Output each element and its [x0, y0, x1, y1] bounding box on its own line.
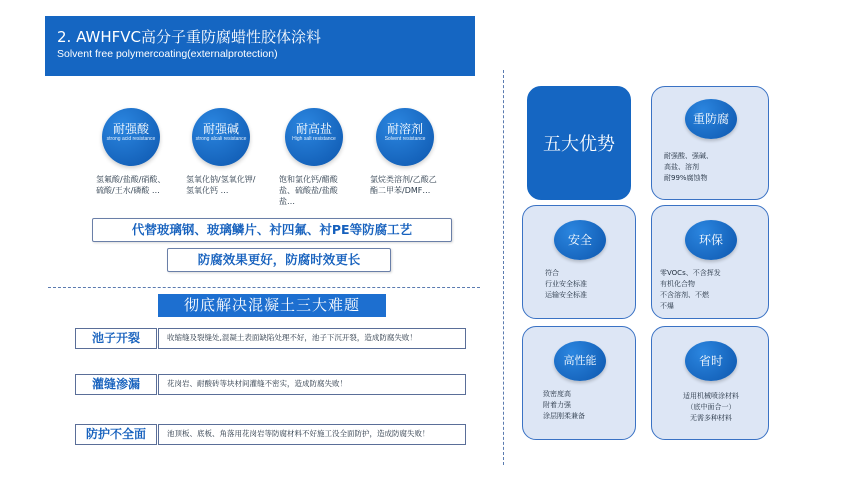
resistance-salt-desc: 饱和氯化钙/醋酸盐、硫酸盐/盐酸盐…	[279, 175, 338, 206]
advantage-text-timesaving: 适用机械喷涂材料 （底中面合一） 无需多种材料	[683, 392, 739, 422]
advantage-card-anticorrosion	[651, 86, 769, 200]
advantage-text-anticorrosion: 耐强酸、强碱、 高盐、溶剂 耐99%腐蚀物	[664, 152, 713, 182]
resistance-alkali-desc: 氢氧化钠/氢氧化钾/氢氧化钙 …	[186, 175, 256, 195]
advantage-card-timesaving	[651, 326, 769, 440]
advantages-title: 五大优势	[543, 134, 615, 155]
resistance-acid-desc: 氢氟酸/盐酸/硝酸、硫酸/王水/磷酸 …	[96, 175, 166, 195]
resistance-salt-badge: 耐高盐 High salt resistance	[285, 108, 343, 166]
advantage-badge-eco: 环保	[685, 220, 737, 260]
advantage-text-performance: 致密度高 附着力强 涂层刚柔兼备	[543, 390, 585, 420]
advantage-text-safety: 符合 行业安全标准 运输安全标准	[545, 269, 587, 299]
resistance-alkali	[186, 108, 256, 196]
resistance-solvent-badge: 耐溶剂 Solvent resistance	[376, 108, 434, 166]
problem-desc-coverage: 池顶板、底板、角落用花岗岩等防腐材料不好施工没全面防护，造成防腐失败！	[158, 424, 466, 445]
section-header	[45, 16, 475, 76]
resistance-acid	[96, 108, 166, 196]
problem-label-leakage: 灌缝渗漏	[75, 374, 157, 395]
advantages-title-card	[527, 86, 631, 200]
problems-title: 彻底解决混凝土三大难题	[158, 294, 386, 317]
advantage-badge-timesaving: 省时	[685, 341, 737, 381]
replace-banner: 代替玻璃钢、玻璃鳞片、衬四氟、衬PE等防腐工艺	[92, 218, 452, 242]
resistance-salt	[279, 108, 349, 207]
advantage-card-safety	[522, 205, 636, 319]
vertical-divider	[503, 70, 504, 465]
problem-desc-leakage: 花岗岩、耐酸砖等块材间灌缝不密实，造成防腐失败！	[158, 374, 466, 395]
resistance-acid-badge: 耐强酸 strong acid resistance	[102, 108, 160, 166]
advantage-card-eco	[651, 205, 769, 319]
problem-label-cracking: 池子开裂	[75, 328, 157, 349]
horizontal-divider	[48, 287, 480, 288]
resistance-solvent-desc: 氯烷类溶剂/乙酸乙酯二甲苯/DMF…	[370, 175, 437, 195]
better-banner: 防腐效果更好，防腐时效更长	[167, 248, 391, 272]
advantage-badge-safety: 安全	[554, 220, 606, 260]
resistance-solvent	[370, 108, 440, 196]
advantage-badge-anticorrosion: 重防腐	[685, 99, 737, 139]
problem-desc-cracking: 收缩缝及裂缝处,混凝土表面缺陷处理不好，池子下沉开裂，造成防腐失败！	[158, 328, 466, 349]
advantage-badge-performance: 高性能	[554, 341, 606, 381]
section-title: 2. AWHFVC高分子重防腐蜡性胶体涂料	[57, 28, 321, 46]
section-subtitle: Solvent free polymercoating(externalprotection)	[57, 48, 278, 60]
resistance-alkali-badge: 耐强碱 strong alcali resistance	[192, 108, 250, 166]
advantage-card-performance	[522, 326, 636, 440]
advantage-text-eco: 零VOCs、不含挥发 有机化合物 不含溶剂、不燃 不爆	[660, 269, 721, 310]
problem-label-coverage: 防护不全面	[75, 424, 157, 445]
